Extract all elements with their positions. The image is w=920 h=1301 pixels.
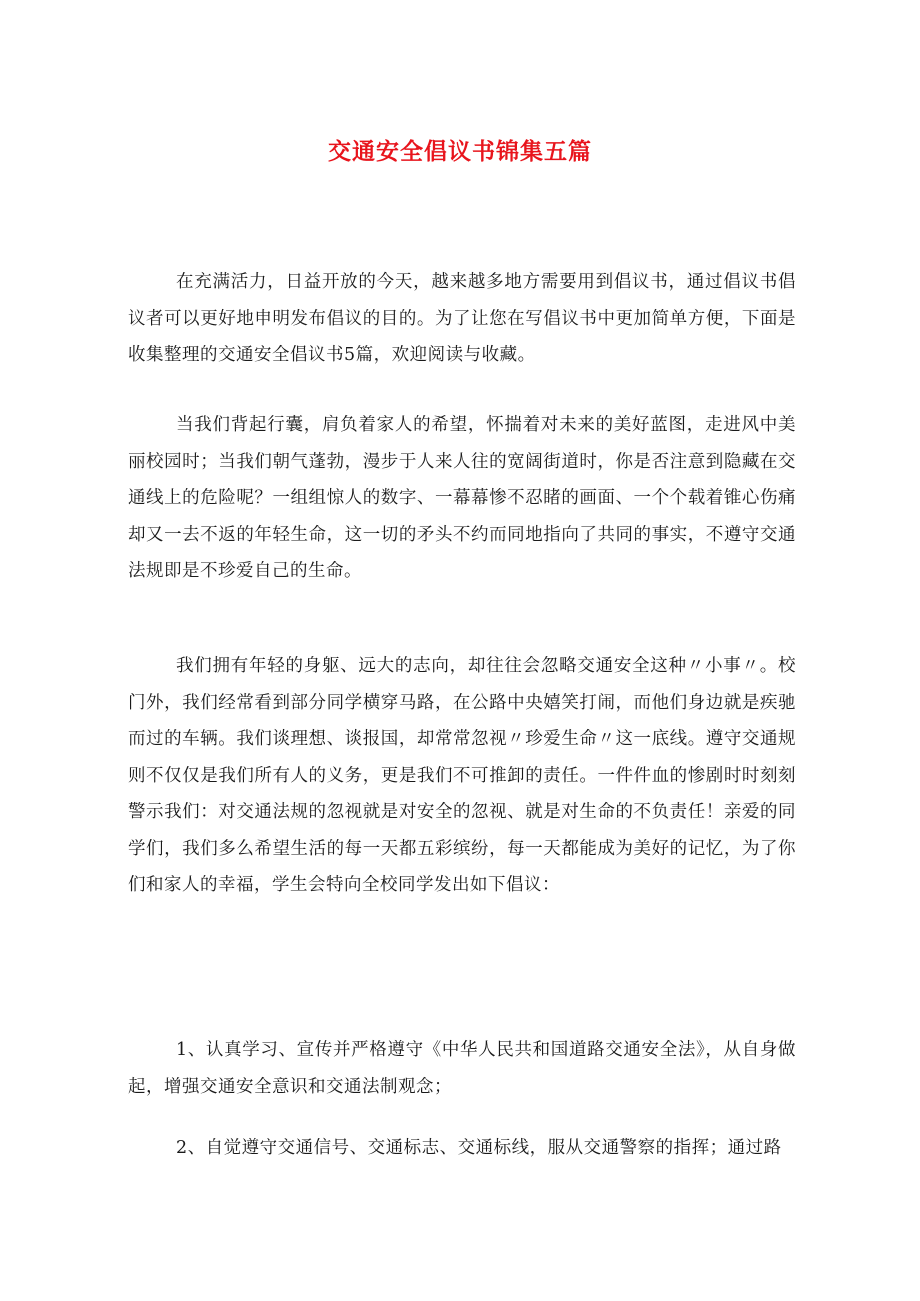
list-item-1: 1、认真学习、宣传并严格遵守《中华人民共和国道路交通安全法》，从自身做起，增强交通安全意识和交通法制观念；: [128, 1040, 796, 1097]
document-title: 交通安全倡议书锦集五篇: [328, 138, 592, 166]
list-item-2: 2、自觉遵守交通信号、交通标志、交通标线，服从交通警察的指挥；通过路: [176, 1138, 782, 1158]
paragraph-body-2: 我们拥有年轻的身躯、远大的志向，却往往会忽略交通安全这种〃小事〃。校门外，我们经常看到部分同学横穿马路，在公路中央嬉笑打闹，而他们身边就是疾驰而过的车辆。我们谈理想、谈报国，却常常忽视〃珍爱生命〃这一底线。遵守交通规则不仅仅是我们所有人的义务，更是我们不可推卸的责任。一件件血的惨剧时时刻刻警示我们：对交通法规的忽视就是对安全的忽视、就是对生命的不负责任！亲爱的同学们，我们多么希望生活的每一天都五彩缤纷，每一天都能成为美好的记忆，为了你们和家人的幸福，学生会特向全校同学发出如下倡议：: [128, 656, 796, 895]
paragraph-intro: 在充满活力，日益开放的今天，越来越多地方需要用到倡议书，通过倡议书倡议者可以更好地申明发布倡议的目的。为了让您在写倡议书中更加简单方便，下面是收集整理的交通安全倡议书5篇，欢迎阅读与收藏。: [128, 272, 796, 365]
paragraph-body-1: 当我们背起行囊，肩负着家人的希望，怀揣着对未来的美好蓝图，走进风中美丽校园时；当我们朝气蓬勃，漫步于人来人往的宽阔街道时，你是否注意到隐藏在交通线上的危险呢？一组组惊人的数字、一幕幕惨不忍睹的画面、一个个载着锥心伤痛却又一去不返的年轻生命，这一切的矛头不约而同地指向了共同的事实，不遵守交通法规即是不珍爱自己的生命。: [128, 415, 796, 581]
